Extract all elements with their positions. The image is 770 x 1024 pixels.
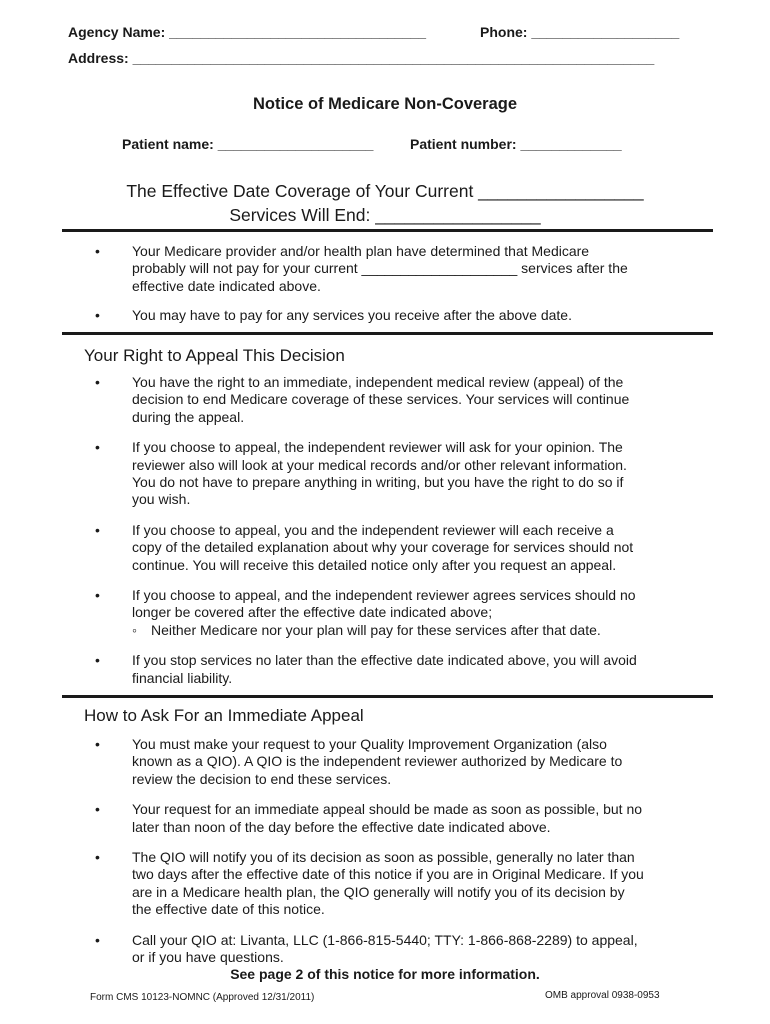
list-item: • If you choose to appeal, the independent reviewer will ask for your opinion. The reviewer also will look at your medical records and/or other relevant information. You do not have to prepare anything in writing, but you have the right to do so if you wish. xyxy=(95,439,627,508)
address-field: Address: ___________________________________________________________________ xyxy=(68,50,655,66)
bullet-icon: • xyxy=(95,439,100,456)
bullet-icon: • xyxy=(95,521,100,538)
divider xyxy=(62,229,713,232)
bullet-icon: • xyxy=(95,307,100,324)
how-to-appeal-list xyxy=(95,736,695,966)
see-page-2-note: See page 2 of this notice for more information. xyxy=(230,966,540,982)
list-item: • If you stop services no later than the effective date indicated above, you will avoid financial liability. xyxy=(95,652,637,686)
right-to-appeal-list xyxy=(95,374,695,687)
form-id: Form CMS 10123-NOMNC (Approved 12/31/2011) xyxy=(90,992,315,1003)
effective-date-line-1: The Effective Date Coverage of Your Current _________________ xyxy=(126,181,644,201)
bullet-icon: • xyxy=(95,374,100,390)
sub-bullet-icon: ◦ xyxy=(132,621,137,638)
sub-list-item: ◦ Neither Medicare nor your plan will pay for these services after that date. xyxy=(132,621,601,638)
section-heading-how-to-appeal: How to Ask For an Immediate Appeal xyxy=(84,706,364,725)
patient-name-field: Patient name: ____________________ xyxy=(122,136,374,152)
list-item: • Your Medicare provider and/or health plan have determined that Medicare probably will not pay for your current ____________________ services after the effective date indicated above. xyxy=(95,243,628,294)
bullet-icon: • xyxy=(95,849,100,866)
list-item: • Call your QIO at: Livanta, LLC (1-866-815-5440; TTY: 1-866-868-2289) to appeal, or if you have questions. xyxy=(95,931,638,966)
page-title: Notice of Medicare Non-Coverage xyxy=(252,95,518,113)
intro-list xyxy=(95,243,695,325)
bullet-icon: • xyxy=(95,931,100,948)
list-item: • Your request for an immediate appeal should be made as soon as possible, but no later than noon of the day before the effective date indicated above. xyxy=(95,801,643,835)
phone-field: Phone: ___________________ xyxy=(480,24,680,40)
divider xyxy=(62,695,713,698)
list-item: • You have the right to an immediate, independent medical review (appeal) of the decision to end Medicare coverage of these services. Your services will continue during the appeal. xyxy=(95,374,630,425)
bullet-icon: • xyxy=(95,652,100,669)
omb-approval: OMB approval 0938-0953 xyxy=(545,990,660,1001)
patient-number-field: Patient number: _____________ xyxy=(410,136,622,152)
list-item: • You may have to pay for any services you receive after the above date. xyxy=(95,307,572,324)
section-heading-right-to-appeal: Your Right to Appeal This Decision xyxy=(84,346,345,365)
list-item: • You must make your request to your Quality Improvement Organization (also known as a QIO). A QIO is the independent reviewer authorized by Medicare to review the decision to end these services. xyxy=(95,736,623,787)
effective-date-line-2: Services Will End: _________________ xyxy=(229,205,541,225)
bullet-icon: • xyxy=(95,801,100,818)
list-item: • If you choose to appeal, and the independent reviewer agrees services should no longer be covered after the effective date indicated above; ◦ Neither Medicare nor your plan will pay for these services after that date. xyxy=(95,587,695,639)
bullet-icon: • xyxy=(95,587,100,604)
bullet-icon: • xyxy=(95,243,100,259)
list-item: • The QIO will notify you of its decision as soon as possible, generally no later than two days after the effective date of this notice if you are in Original Medicare. If you are in a Medicare health plan, the QIO generally will notify you of its decision by the effective date of this notice. xyxy=(95,849,644,918)
agency-name-field: Agency Name: _________________________________ xyxy=(68,24,427,40)
divider xyxy=(62,332,713,335)
list-item: • If you choose to appeal, you and the independent reviewer will each receive a copy of the detailed explanation about why your coverage for services should not continue. You will receive this detailed notice only after you request an appeal. xyxy=(95,521,634,573)
bullet-icon: • xyxy=(95,736,100,752)
